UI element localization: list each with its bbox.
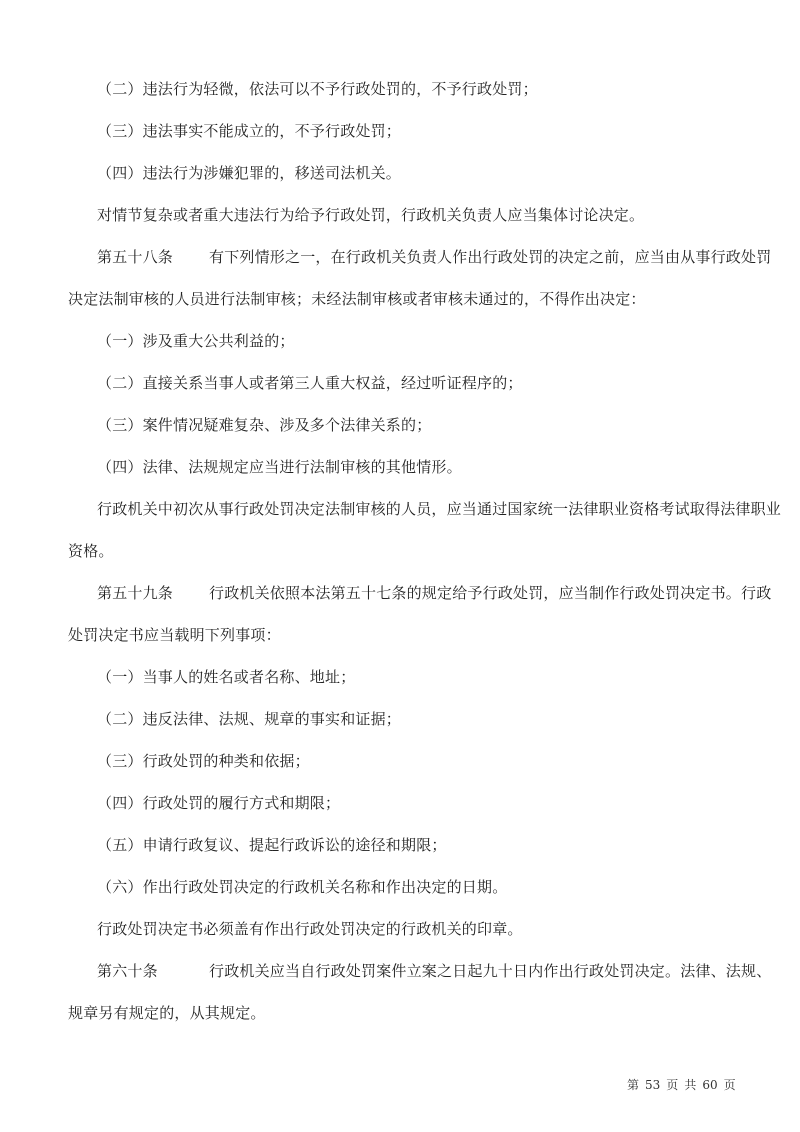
article-60-continuation: 规章另有规定的，从其规定。	[68, 1004, 266, 1022]
list-item: （一）涉及重大公共利益的；	[97, 332, 295, 350]
article-58-title: 第五十八条	[97, 248, 174, 266]
article-58-first-line	[97, 247, 771, 267]
list-item: （四）法律、法规规定应当进行法制审核的其他情形。	[97, 458, 462, 476]
article-58-text: 有下列情形之一，在行政机关负责人作出行政处罚的决定之前，应当由从事行政处罚	[209, 248, 772, 266]
list-item: （六）作出行政处罚决定的行政机关名称和作出决定的日期。	[97, 878, 508, 896]
paragraph-continuation: 资格。	[68, 542, 114, 560]
article-59-first-line	[97, 583, 771, 603]
paragraph: 行政处罚决定书必须盖有作出行政处罚决定的行政机关的印章。	[97, 920, 523, 938]
article-59-text: 行政机关依照本法第五十七条的规定给予行政处罚，应当制作行政处罚决定书。行政	[209, 584, 772, 602]
list-item: （二）直接关系当事人或者第三人重大权益，经过听证程序的；	[97, 374, 523, 392]
paragraph-item: （四）违法行为涉嫌犯罪的，移送司法机关。	[97, 164, 402, 182]
footer-gong: 共	[684, 1078, 697, 1092]
paragraph: 行政机关中初次从事行政处罚决定法制审核的人员，应当通过国家统一法律职业资格考试取得法律职业	[97, 500, 782, 518]
article-60-title: 第六十条	[97, 962, 158, 980]
footer-ye: 页	[723, 1078, 736, 1092]
paragraph-item: （二）违法行为轻微，依法可以不予行政处罚的，不予行政处罚；	[97, 80, 538, 98]
list-item: （三）案件情况疑难复杂、涉及多个法律关系的；	[97, 416, 432, 434]
article-59-continuation: 处罚决定书应当载明下列事项：	[68, 626, 281, 644]
list-item: （二）违反法律、法规、规章的事实和证据；	[97, 710, 402, 728]
footer-di: 第	[627, 1078, 640, 1092]
article-59-title: 第五十九条	[97, 584, 174, 602]
list-item: （一）当事人的姓名或者名称、地址；	[97, 668, 356, 686]
current-page-number: 53	[645, 1078, 661, 1092]
list-item: （五）申请行政复议、提起行政诉讼的途径和期限；	[97, 836, 447, 854]
total-pages: 60	[702, 1078, 718, 1092]
paragraph-item: （三）违法事实不能成立的，不予行政处罚；	[97, 122, 402, 140]
paragraph: 对情节复杂或者重大违法行为给予行政处罚，行政机关负责人应当集体讨论决定。	[97, 206, 645, 224]
page-number-footer	[627, 1076, 742, 1093]
article-60-text: 行政机关应当自行政处罚案件立案之日起九十日内作出行政处罚决定。法律、法规、	[209, 962, 772, 980]
article-60-first-line	[97, 961, 771, 981]
footer-ye: 页	[666, 1078, 679, 1092]
list-item: （四）行政处罚的履行方式和期限；	[97, 794, 341, 812]
article-58-continuation: 决定法制审核的人员进行法制审核；未经法制审核或者审核未通过的，不得作出决定：	[68, 290, 646, 308]
list-item: （三）行政处罚的种类和依据；	[97, 752, 310, 770]
